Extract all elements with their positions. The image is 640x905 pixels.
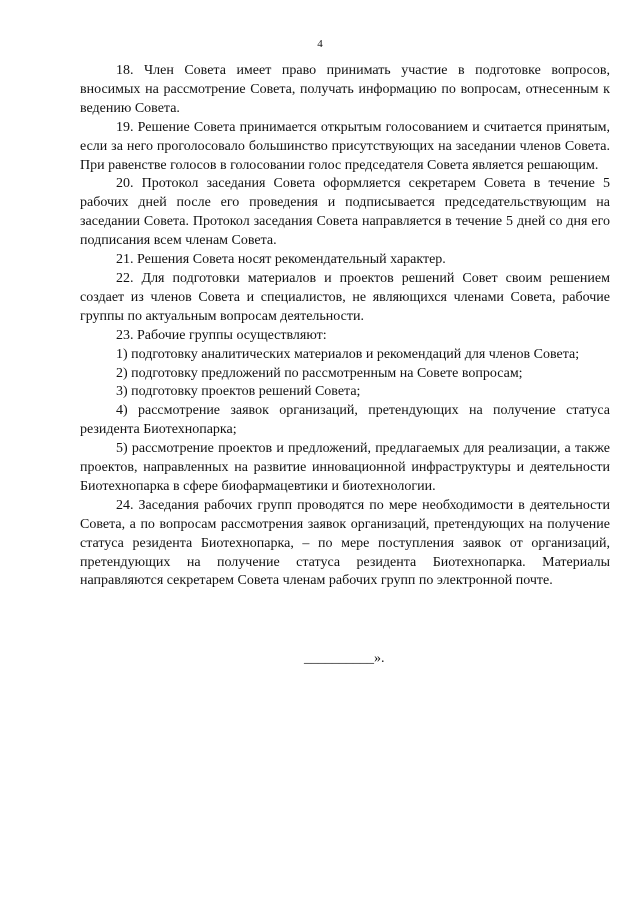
list-item-1: 1) подготовку аналитических материалов и рекомендаций для членов Совета; xyxy=(116,346,580,362)
paragraph-23: 23. Рабочие группы осуществляют: xyxy=(116,327,327,343)
list-item-4: 4) рассмотрение заявок организаций, претендующих на получение статуса резидента Биотехнопарка; xyxy=(80,403,610,438)
list-item-2: 2) подготовку предложений по рассмотренным на Совете вопросам; xyxy=(116,365,523,381)
list-item-3: 3) подготовку проектов решений Совета; xyxy=(116,384,361,400)
closing-mark: __________». xyxy=(304,651,385,666)
paragraph-18: 18. Член Совета имеет право принимать участие в подготовке вопросов, вносимых на рассмотрение Совета, получать информацию по вопросам, отнесенным к ведению Совета. xyxy=(80,63,610,116)
paragraph-20: 20. Протокол заседания Совета оформляется секретарем Совета в течение 5 рабочих дней после его проведения и подписывается председательствующим на заседании Совета. Протокол заседания Совета направляется в течение 5 дней со дня его подписания всем членам Совета. xyxy=(80,176,610,249)
paragraph-21: 21. Решения Совета носят рекомендательный характер. xyxy=(116,252,446,268)
paragraph-22: 22. Для подготовки материалов и проектов решений Совет своим решением создает из членов Совета и специалистов, не являющихся членами Совета, рабочие группы по актуальным вопросам деятельности. xyxy=(80,270,610,324)
list-item-5: 5) рассмотрение проектов и предложений, предлагаемых для реализации, а также проектов, направленных на развитие инновационной инфраструктуры и деятельности Биотехнопарка в сфере биофармацевтики и биотехнологии. xyxy=(80,441,610,494)
paragraph-24: 24. Заседания рабочих групп проводятся по мере необходимости в деятельности Совета, а по вопросам рассмотрения заявок организаций, претендующих на получение статуса резидента Биотехнопарка, – по мере поступления заявок от организаций, претендующих на получение статуса резидента Биотехнопарка. Материалы направляются секретарем Совета членам рабочих групп по электронной почте. xyxy=(80,497,610,589)
paragraph-19: 19. Решение Совета принимается открытым голосованием и считается принятым, если за него проголосовало большинство присутствующих на заседании членов Совета. При равенстве голосов в голосовании голос председателя Совета является решающим. xyxy=(80,119,610,173)
page-number: 4 xyxy=(317,38,323,50)
document-body xyxy=(80,62,610,591)
